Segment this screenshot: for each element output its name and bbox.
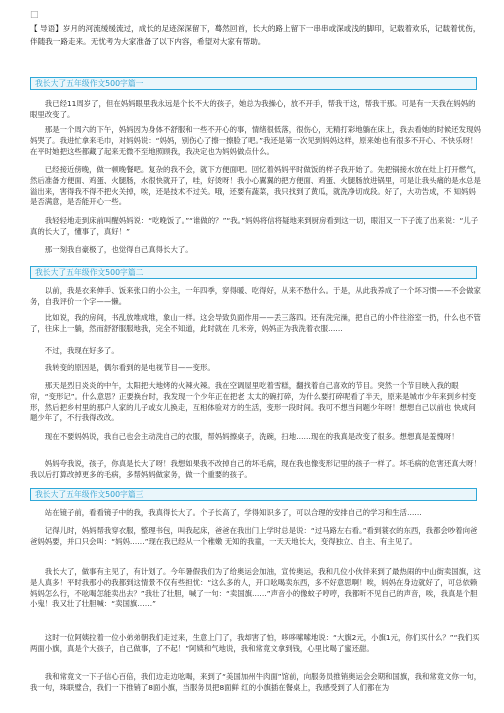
paragraph: 我和常竟文一下子信心百倍，我们边走边吆喝，来到了“美国加州牛肉面”馆前，向服务员推销奥运会会期和国旗，我和常竟文你一句，我一句，珠联璧合，我们一下推销了8面小旗，当服务员把8面鲜 红的小旗插在餐桌上，我感受到了人们都在为 xyxy=(30,672,482,692)
section-title-bar-2 xyxy=(30,266,477,279)
section-title-bar-3 xyxy=(30,488,477,501)
section-title-3: 我长大了五年级作文500字篇三 xyxy=(35,490,144,499)
section-title-bar-1 xyxy=(30,77,477,90)
paragraph: 我已经11周岁了，但在妈妈眼里我永远是个长不大的孩子，她总为我操心，放不开手，帮我干这，帮我干那。可是有一天我在妈妈的眼里改变了。 xyxy=(30,99,476,119)
paragraph: 我长大了，做事有主见了，有计划了。今年暑假我们为了给奥运会加油，宣传奥运，我和几位小伙伴来到了最热闹的中山街卖国旗，这是人真多！平时我那小的我都到这情景不仅有些担忧：“这么多的人，开口吆喝卖东西，多不好意思啊！唉，妈妈在身边就好了，可总依赖妈妈怎么行，不吆喝怎能卖出去？”我壮了壮胆，喊了一句：“卖国旗……”声音小的像蚊子哼哼，我都听不见自己的声音，唉，我真是个胆小鬼！我又壮了壮胆喊：“卖国旗……” xyxy=(30,567,481,609)
intro-paragraph: 【 导语】岁月的河流缓缓流过，成长的足迹深深留下，蓦然回首，长大的路上留下一串串或深或浅的脚印，记载着欢乐，记载着忧伤，伴随我一路走来。无忧考为大家准备了以下内容，希望对大家有帮助。 xyxy=(30,24,481,47)
paragraph: 那一刻我自豪极了，也觉得自己真得长大了。 xyxy=(44,245,193,254)
paragraph: 现在不要妈妈说，我自己也会主动洗自己的衣服，帮妈妈擦桌子，洗碗，扫地……现在的我真是改变了很多。想想真是羞愧呀！ xyxy=(44,432,459,441)
section-title-1: 我长大了五年级作文500字篇一 xyxy=(35,79,144,88)
paragraph: 记得儿时，妈妈帮我穿衣服，整理书包，叫我起床，爸爸在我出门上学时总是说：“过马路左右看。”看到蓑衣的东西，我都会吵着向爸爸妈妈要，并口只会叫：“妈妈……”现在我已经从一个稚嫩 无知的我童，一天天地长大，变得独立、自主、有主见了。 xyxy=(30,526,478,546)
section-title-2: 我长大了五年级作文500字篇二 xyxy=(35,268,144,277)
paragraph: 不过，我现在好多了。 xyxy=(44,346,119,355)
list-marker: □ xyxy=(30,10,39,20)
paragraph: 这时一位阿姨拉着一位小弟弟朝我们走过来，生意上门了，我却害了怕，哆哆嗦嗦地说：“大旗2元，小旗1元，你们买什么？”“我们买两面小旗，真是个大孩子，自己做事，了不起！”阿姨和气地说，我和常竟文拿到钱，心里比喝了蜜还甜。 xyxy=(30,633,480,653)
paragraph: 以前，我是衣来伸手、饭来张口的小公主，一年四季，穿得暖、吃得好，从来不愁什么。于是，从此我养成了一个坏习惯——不会做家务，自我评价一个字——懒。 xyxy=(30,286,481,306)
paragraph: 我轻轻地走到床前叫醒妈妈说：“吃晚饭了。”“谁做的？”“我。”妈妈将信将疑地来到厨房看到这一切，眼泪又一下子流了出来说：“儿子真的长大了，懂事了，真好！” xyxy=(30,216,479,236)
paragraph: 站在镜子前，看看镜子中的我，我真得长大了。个子长高了，学得知识多了，可以合理的安排自己的学习和生活…… xyxy=(44,508,422,517)
paragraph: 那天是烈日炎炎的中午，太阳把大地烤的火辣火辣。我在空调屋里吃着雪糕，翻找着自己喜欢的节目。突然一个节目映入我的眼帘，“变形记”。什么意思？正要换台时，我发现一个少年正在把老 太太的碗打碎，为什么要打碎呢看了半天，原来是城市少年来到乡村变形，然后把乡村里的那户人家的儿子或女儿换走，互相体验对方的生活，变形一段时间。我可不想当问题少年呀！想想自己以前也 快成问题少年了，不行我得改改。 xyxy=(30,381,477,423)
paragraph: 我转变的原因是，偶尔看到的是电视节目——变形。 xyxy=(44,363,215,372)
paragraph: 那是一个周六的下午，妈妈因为身体不舒服和一些不开心的事，情绪很低落，很伤心，无精打彩地躺在床上，我去看她的时候还发现妈妈哭了。我进忙拿来毛巾，对妈妈说：“妈妈，别伤心了擦一擦脸了吧。”我还是第一次见到妈妈这样，原来她也有很多不开心、不快乐呀！在平时她把这些都藏了起来无微不至地照顾我，我决定也为妈妈做点什么。 xyxy=(30,125,481,156)
paragraph: 已经接近傍晚，做一顿晚餐吧。复杂的我不会，就下方便面吧。回忆着妈妈平时做饭的样子我开始了。先把锅接水放在灶上打开燃气，然后准备方便面、鸡蛋、火腿肠，水很快就开了，哇，好烫呀！我小心翼翼的把方便面、鸡蛋、火腿肠放进锅里，可是让我头痛的是水总是溢出来，害得我不得不把火关掉，唉，还是技术不过关。哦，还要有蔬菜，我只找到了黄瓜，就洗净切成段。好了，大功告成，不 知妈妈是否满意，是否能开心一些。 xyxy=(30,165,481,207)
paragraph: 妈妈夸我说，孩子，你真是长大了呀！我想如果我不改掉自己的坏毛病，现在我也像变形记里的孩子一样了。坏毛病的危害还真大呀！我以后打算改掉更多的毛病，多帮妈妈做家务，做一个重要的孩子。 xyxy=(30,459,481,479)
paragraph: 比如说，我的房间，书乱放堆成堆，象山一样。这会导致负面作用——丢三落四。还有洗完澡，把自己的小件往浴室一扔，什么也不管了，往床上一躺，然而舒舒服服地我，完全不知道，此时就在 几米旁，妈妈正为我洗着衣服…… xyxy=(30,313,481,333)
